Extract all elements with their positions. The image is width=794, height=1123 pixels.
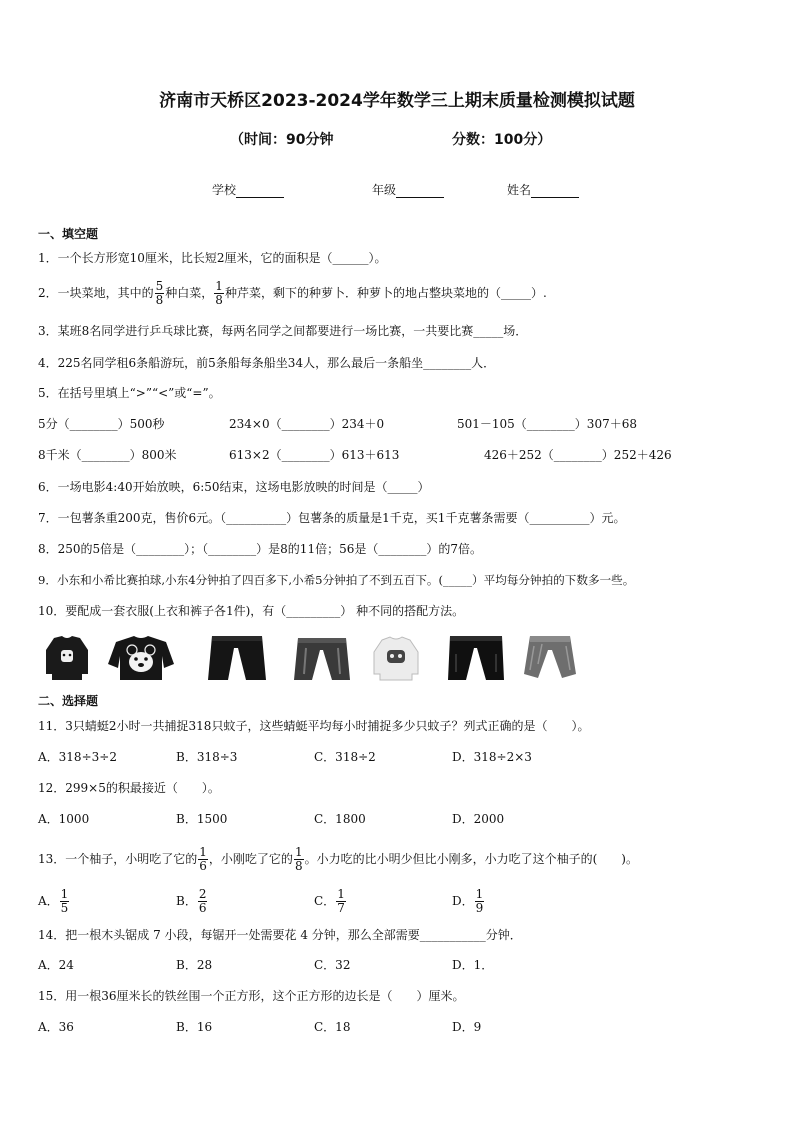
school-blank [236,184,284,198]
q5-item: 234×0（________）234＋0 [229,417,385,431]
fraction-denominator: 9 [475,901,484,915]
fraction-numerator: 1 [60,887,69,901]
q13-mid: ，小刚吃了它的 [208,852,293,866]
section-heading-fill: 一、填空题 [38,227,99,241]
question-8: 8．250的5倍是（________）；（________）是8的11倍；56是（________）的7倍。 [38,542,482,556]
option-label: C． [314,894,336,908]
fraction [60,888,70,915]
option-c: C．18 [314,1020,351,1034]
question-1: 1．一个长方形宽10厘米，比长短2厘米，它的面积是（______）。 [38,251,387,265]
question-15: 15．用一根36厘米长的铁丝围一个正方形，这个正方形的边长是（ ）厘米。 [38,989,465,1003]
question-3: 3．某班8名同学进行乒乓球比赛，每两名同学之间都要进行一场比赛，一共要比赛_____场． [38,324,528,338]
fraction-numerator: 1 [475,887,484,901]
option-d: D．318÷2×3 [452,750,532,764]
option-b: B．28 [176,958,213,972]
question-12: 12．299×5的积最接近（ ）。 [38,781,220,795]
option-a: A．36 [38,1020,74,1034]
fraction-numerator: 1 [215,279,223,293]
option-b: B．1500 [176,812,228,826]
score-label: 分数：100分） [452,132,552,148]
option-c: C．1800 [314,812,366,826]
option-label: D． [452,894,474,908]
pants-icon [446,634,506,682]
question-9: 9．小东和小希比赛拍球,小东4分钟拍了四百多下,小希5分钟拍了不到五百下。(_____）平均每分钟拍的下数多一些。 [38,573,635,587]
q13-suffix: 。小力吃的比小明少但比小刚多，小力吃了这个柚子的( )。 [304,852,638,866]
option-a: A．1000 [38,812,90,826]
fraction [198,888,208,915]
clothing-pictures [44,634,584,682]
question-7: 7．一包薯条重200克，售价6元。（__________）包薯条的质量是1千克，买1千克薯条需要（__________）元。 [38,511,626,525]
fraction [475,888,485,915]
option-c [314,888,347,915]
option-label: B． [176,894,197,908]
fraction-denominator: 6 [199,859,207,873]
q5-item: 5分（________）500秒 [38,417,165,431]
grade-label: 年级 [372,183,397,197]
q5-item: 426＋252（________）252＋426 [484,448,672,462]
grade-blank [396,184,444,198]
fraction-denominator: 8 [155,293,164,307]
fraction-numerator: 2 [198,887,207,901]
option-b: B．16 [176,1020,213,1034]
fraction-denominator: 5 [60,901,69,915]
q5-item: 613×2（________）613＋613 [229,448,400,462]
fraction [336,888,346,915]
option-b [176,888,208,915]
fraction [155,280,165,307]
q2-suffix: 种芹菜，剩下的种萝卜．种萝卜的地占整块菜地的（_____）. [224,286,547,300]
fraction-denominator: 8 [294,859,303,873]
fraction-numerator: 1 [294,845,303,859]
question-5: 5．在括号里填上“>”“<”或“=”。 [38,386,221,400]
option-d: D．9 [452,1020,482,1034]
question-13 [38,846,638,873]
fraction-denominator: 6 [198,901,207,915]
question-11: 11．3只蜻蜓2小时一共捕捉318只蚊子，这些蜻蜓平均每小时捕捉多少只蚊子？列式正确的是（ ）。 [38,719,590,733]
pants-icon [292,634,352,682]
fraction-numerator: 1 [199,845,207,859]
question-6: 6．一场电影4:40开始放映，6:50结束，这场电影放映的时间是（_____） [38,480,430,494]
fraction-numerator: 1 [337,887,345,901]
question-2 [38,280,547,307]
q5-item: 501－105（________）307＋68 [457,417,637,431]
option-b: B．318÷3 [176,750,238,764]
q2-mid: 种白菜， [165,286,214,300]
q5-item: 8千米（________）800米 [38,448,177,462]
option-c: C．32 [314,958,351,972]
question-4: 4．225名同学租6条船游玩，前5条船每条船坐34人，那么最后一条船坐________人． [38,356,496,370]
school-field [212,181,284,198]
question-10: 10．要配成一套衣服(上衣和裤子各1件)，有（_________） 种不同的搭配方法。 [38,604,465,618]
bear-sweater-icon [106,634,176,682]
section-heading-choice: 二、选择题 [38,694,99,708]
option-c: C．318÷2 [314,750,376,764]
fraction [214,280,224,307]
question-14: 14．把一根木头锯成 7 小段，每锯开一处需要花 4 分钟，那么全部需要___________分钟． [38,928,522,942]
sweater-icon [44,634,90,682]
fraction-numerator: 5 [155,279,164,293]
option-label: A． [38,894,59,908]
time-label: （时间：90分钟 [230,132,334,148]
option-a [38,888,70,915]
pants-icon [522,634,578,682]
option-a: A．318÷3÷2 [38,750,117,764]
school-label: 学校 [212,183,237,197]
name-label: 姓名 [507,183,532,197]
fraction [294,846,304,873]
fraction [198,846,208,873]
fraction-denominator: 8 [215,293,223,307]
pants-icon [206,634,268,682]
exam-title: 济南市天桥区2023-2024学年数学三上期末质量检测模拟试题 [159,91,635,111]
grade-field [372,181,444,198]
option-d [452,888,485,915]
q2-prefix: 2．一块菜地，其中的 [38,286,154,300]
option-d: D．1． [452,958,494,972]
q13-prefix: 13．一个柚子，小明吃了它的 [38,852,198,866]
fraction-denominator: 7 [337,901,345,915]
sweater-icon [372,634,420,682]
option-d: D．2000 [452,812,505,826]
name-field [507,181,579,198]
option-a: A．24 [38,958,74,972]
name-blank [531,184,579,198]
